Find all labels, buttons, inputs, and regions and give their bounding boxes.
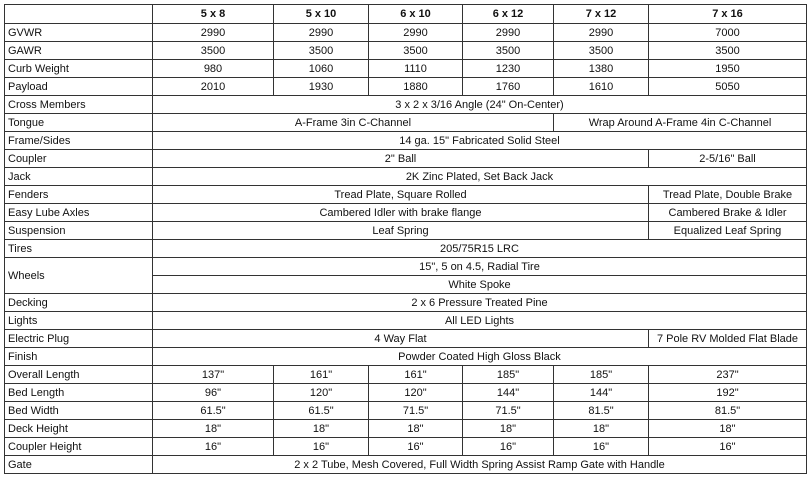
header-cell-7x16: 7 x 16 — [649, 5, 807, 24]
cell-value: 161" — [369, 366, 463, 384]
cell-value-standard: Cambered Idler with brake flange — [153, 204, 649, 222]
cell-value-wheels-tire: 15", 5 on 4.5, Radial Tire — [153, 258, 807, 276]
header-cell-7x12: 7 x 12 — [554, 5, 649, 24]
cell-value: 1880 — [369, 78, 463, 96]
cell-value: 3500 — [649, 42, 807, 60]
cell-value: 2990 — [369, 24, 463, 42]
header-cell-5x8: 5 x 8 — [153, 5, 274, 24]
row-deck-height — [5, 420, 807, 438]
cell-value: 81.5" — [649, 402, 807, 420]
row-gawr — [5, 42, 807, 60]
row-label: Decking — [5, 294, 153, 312]
row-label: Overall Length — [5, 366, 153, 384]
cell-value: 16" — [369, 438, 463, 456]
row-label: Curb Weight — [5, 60, 153, 78]
cell-value: 1930 — [274, 78, 369, 96]
row-label: Tongue — [5, 114, 153, 132]
cell-value: 1060 — [274, 60, 369, 78]
row-electric-plug — [5, 330, 807, 348]
cell-value: 237" — [649, 366, 807, 384]
cell-value-large: Tread Plate, Double Brake — [649, 186, 807, 204]
row-coupler — [5, 150, 807, 168]
cell-value: 16" — [274, 438, 369, 456]
row-label: Bed Width — [5, 402, 153, 420]
cell-value: 3500 — [274, 42, 369, 60]
cell-value: 3500 — [369, 42, 463, 60]
cell-value: 120" — [369, 384, 463, 402]
cell-value-all: 205/75R15 LRC — [153, 240, 807, 258]
row-finish — [5, 348, 807, 366]
row-easy-lube-axles — [5, 204, 807, 222]
row-label: Deck Height — [5, 420, 153, 438]
cell-value: 3500 — [153, 42, 274, 60]
cell-value: 16" — [554, 438, 649, 456]
cell-value-all: All LED Lights — [153, 312, 807, 330]
cell-value: 120" — [274, 384, 369, 402]
cell-value-all: 2 x 2 Tube, Mesh Covered, Full Width Spring Assist Ramp Gate with Handle — [153, 456, 807, 474]
row-payload — [5, 78, 807, 96]
cell-value: 18" — [463, 420, 554, 438]
row-label: Electric Plug — [5, 330, 153, 348]
cell-value: 71.5" — [463, 402, 554, 420]
trailer-spec-table — [4, 4, 807, 474]
cell-value: 185" — [463, 366, 554, 384]
cell-value: 2990 — [463, 24, 554, 42]
cell-value-large: 2-5/16" Ball — [649, 150, 807, 168]
cell-value-standard: Tread Plate, Square Rolled — [153, 186, 649, 204]
cell-value: 96" — [153, 384, 274, 402]
cell-value: 18" — [554, 420, 649, 438]
cell-value: 1610 — [554, 78, 649, 96]
row-label: Jack — [5, 168, 153, 186]
row-curb-weight — [5, 60, 807, 78]
header-cell-5x10: 5 x 10 — [274, 5, 369, 24]
row-tongue — [5, 114, 807, 132]
header-cell-6x12: 6 x 12 — [463, 5, 554, 24]
cell-value: 18" — [153, 420, 274, 438]
row-label: Fenders — [5, 186, 153, 204]
row-suspension — [5, 222, 807, 240]
cell-value-large: Wrap Around A-Frame 4in C-Channel — [554, 114, 807, 132]
cell-value: 61.5" — [274, 402, 369, 420]
row-fenders — [5, 186, 807, 204]
row-label: Gate — [5, 456, 153, 474]
row-label: Finish — [5, 348, 153, 366]
row-jack — [5, 168, 807, 186]
cell-value-all: 3 x 2 x 3/16 Angle (24" On-Center) — [153, 96, 807, 114]
cell-value: 137" — [153, 366, 274, 384]
cell-value: 18" — [649, 420, 807, 438]
cell-value: 16" — [649, 438, 807, 456]
cell-value-large: 7 Pole RV Molded Flat Blade — [649, 330, 807, 348]
cell-value-all: 14 ga. 15" Fabricated Solid Steel — [153, 132, 807, 150]
row-label: Coupler Height — [5, 438, 153, 456]
cell-value-large: Cambered Brake & Idler — [649, 204, 807, 222]
cell-value: 192" — [649, 384, 807, 402]
cell-value: 18" — [274, 420, 369, 438]
cell-value: 2990 — [554, 24, 649, 42]
cell-value-standard: Leaf Spring — [153, 222, 649, 240]
cell-value-all: Powder Coated High Gloss Black — [153, 348, 807, 366]
header-row — [5, 5, 807, 24]
cell-value: 61.5" — [153, 402, 274, 420]
row-lights — [5, 312, 807, 330]
row-label: Coupler — [5, 150, 153, 168]
row-label: Cross Members — [5, 96, 153, 114]
cell-value: 144" — [554, 384, 649, 402]
row-label: Lights — [5, 312, 153, 330]
cell-value: 2990 — [153, 24, 274, 42]
header-cell-6x10: 6 x 10 — [369, 5, 463, 24]
cell-value: 3500 — [463, 42, 554, 60]
cell-value: 185" — [554, 366, 649, 384]
cell-value-large: Equalized Leaf Spring — [649, 222, 807, 240]
row-label: Bed Length — [5, 384, 153, 402]
row-wheels — [5, 258, 807, 276]
row-label: GVWR — [5, 24, 153, 42]
cell-value: 81.5" — [554, 402, 649, 420]
cell-value: 1380 — [554, 60, 649, 78]
header-cell-empty — [5, 5, 153, 24]
cell-value: 144" — [463, 384, 554, 402]
cell-value-wheels-style: White Spoke — [153, 276, 807, 294]
row-gvwr — [5, 24, 807, 42]
cell-value: 7000 — [649, 24, 807, 42]
cell-value: 71.5" — [369, 402, 463, 420]
row-label: Tires — [5, 240, 153, 258]
cell-value: 1760 — [463, 78, 554, 96]
cell-value-standard: A-Frame 3in C-Channel — [153, 114, 554, 132]
cell-value: 2990 — [274, 24, 369, 42]
row-label: Frame/Sides — [5, 132, 153, 150]
cell-value-standard: 4 Way Flat — [153, 330, 649, 348]
cell-value: 16" — [153, 438, 274, 456]
row-overall-length — [5, 366, 807, 384]
row-gate — [5, 456, 807, 474]
cell-value: 18" — [369, 420, 463, 438]
cell-value: 16" — [463, 438, 554, 456]
cell-value: 5050 — [649, 78, 807, 96]
cell-value: 1230 — [463, 60, 554, 78]
cell-value-all: 2 x 6 Pressure Treated Pine — [153, 294, 807, 312]
cell-value-standard: 2" Ball — [153, 150, 649, 168]
cell-value-all: 2K Zinc Plated, Set Back Jack — [153, 168, 807, 186]
row-tires — [5, 240, 807, 258]
row-decking — [5, 294, 807, 312]
cell-value: 1110 — [369, 60, 463, 78]
cell-value: 1950 — [649, 60, 807, 78]
row-label: Wheels — [5, 258, 153, 294]
row-label: Suspension — [5, 222, 153, 240]
row-bed-length — [5, 384, 807, 402]
row-cross-members — [5, 96, 807, 114]
row-bed-width — [5, 402, 807, 420]
cell-value: 161" — [274, 366, 369, 384]
row-coupler-height — [5, 438, 807, 456]
row-label: Easy Lube Axles — [5, 204, 153, 222]
cell-value: 3500 — [554, 42, 649, 60]
row-frame-sides — [5, 132, 807, 150]
cell-value: 2010 — [153, 78, 274, 96]
row-label: GAWR — [5, 42, 153, 60]
spec-table-container — [4, 4, 807, 474]
row-label: Payload — [5, 78, 153, 96]
cell-value: 980 — [153, 60, 274, 78]
